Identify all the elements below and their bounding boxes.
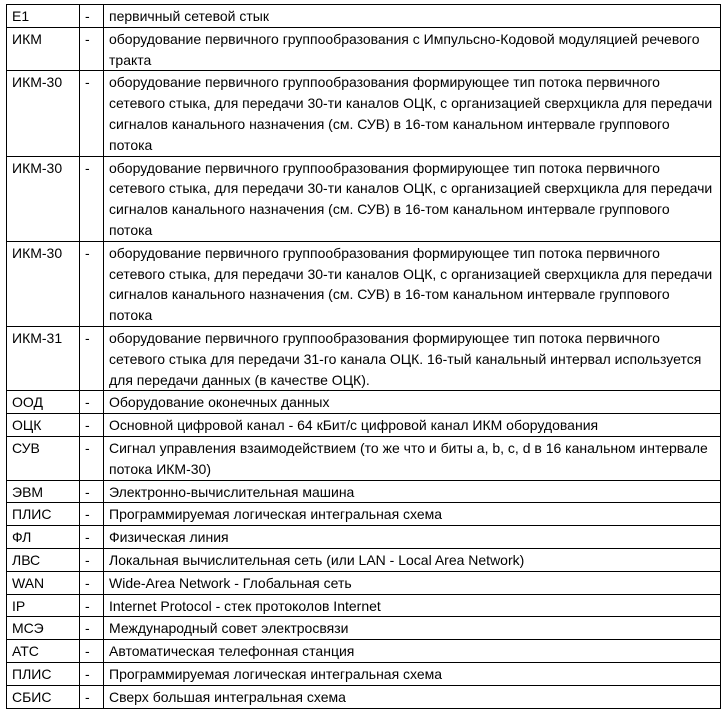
- dash-cell: -: [80, 548, 104, 571]
- dash-cell: -: [80, 617, 104, 640]
- table-row: [7, 480, 721, 503]
- table-row: [7, 662, 721, 685]
- table-row: [7, 594, 721, 617]
- abbreviation-cell: ЭВМ: [7, 480, 80, 503]
- abbreviation-cell: E1: [7, 5, 80, 28]
- table-row: [7, 503, 721, 526]
- abbreviations-table-body: [7, 5, 721, 709]
- dash-cell: -: [80, 156, 104, 241]
- definition-cell: Internet Protocol - стек протоколов Internet: [104, 594, 721, 617]
- dash-cell: -: [80, 5, 104, 28]
- abbreviation-cell: IP: [7, 594, 80, 617]
- table-row: [7, 548, 721, 571]
- abbreviation-cell: ИКМ-31: [7, 326, 80, 390]
- table-row: [7, 617, 721, 640]
- definition-cell: Wide-Area Network - Глобальная сеть: [104, 571, 721, 594]
- abbreviation-cell: АТС: [7, 640, 80, 663]
- definition-cell: оборудование первичного группообразования с Импульсно-Кодовой модуляцией речевого тракта: [104, 27, 721, 71]
- table-row: [7, 5, 721, 28]
- abbreviation-cell: ИКМ-30: [7, 71, 80, 156]
- dash-cell: -: [80, 414, 104, 437]
- abbreviation-cell: WAN: [7, 571, 80, 594]
- abbreviation-cell: СБИС: [7, 685, 80, 708]
- dash-cell: -: [80, 326, 104, 390]
- definition-cell: Локальная вычислительная сеть (или LAN - Local Area Network): [104, 548, 721, 571]
- table-row: [7, 685, 721, 708]
- definition-cell: первичный сетевой стык: [104, 5, 721, 28]
- abbreviation-cell: ПЛИС: [7, 662, 80, 685]
- definition-cell: оборудование первичного группообразования формирующее тип потока первичного сетевого стыка для передачи 31-го канала ОЦК. 16-тый канальный интервал используется для передачи данных (в качестве ОЦК).: [104, 326, 721, 390]
- definition-cell: Международный совет электросвязи: [104, 617, 721, 640]
- abbreviation-cell: ПЛИС: [7, 503, 80, 526]
- definition-cell: Программируемая логическая интегральная схема: [104, 662, 721, 685]
- definition-cell: оборудование первичного группообразования формирующее тип потока первичного сетевого стыка, для передачи 30-ти каналов ОЦК, с организацией сверхцикла для передачи сигналов канального назначения (см. СУВ) в 16-том канальном интервале группового потока: [104, 71, 721, 156]
- table-row: [7, 71, 721, 156]
- abbreviation-cell: МСЭ: [7, 617, 80, 640]
- table-row: [7, 391, 721, 414]
- abbreviation-cell: СУВ: [7, 436, 80, 480]
- table-row: [7, 156, 721, 241]
- definition-cell: Программируемая логическая интегральная схема: [104, 503, 721, 526]
- table-row: [7, 27, 721, 71]
- abbreviation-cell: ОЦК: [7, 414, 80, 437]
- abbreviations-table: [6, 4, 721, 709]
- table-row: [7, 571, 721, 594]
- dash-cell: -: [80, 526, 104, 549]
- dash-cell: -: [80, 436, 104, 480]
- dash-cell: -: [80, 391, 104, 414]
- abbreviation-cell: ЛВС: [7, 548, 80, 571]
- table-row: [7, 526, 721, 549]
- dash-cell: -: [80, 503, 104, 526]
- definition-cell: Основной цифровой канал - 64 кБит/с цифровой канал ИКМ оборудования: [104, 414, 721, 437]
- dash-cell: -: [80, 480, 104, 503]
- dash-cell: -: [80, 27, 104, 71]
- definition-cell: Автоматическая телефонная станция: [104, 640, 721, 663]
- dash-cell: -: [80, 640, 104, 663]
- definition-cell: оборудование первичного группообразования формирующее тип потока первичного сетевого стыка, для передачи 30-ти каналов ОЦК, с организацией сверхцикла для передачи сигналов канального назначения (см. СУВ) в 16-том канальном интервале группового потока: [104, 241, 721, 326]
- table-row: [7, 241, 721, 326]
- table-row: [7, 414, 721, 437]
- definition-cell: оборудование первичного группообразования формирующее тип потока первичного сетевого стыка, для передачи 30-ти каналов ОЦК, с организацией сверхцикла для передачи сигналов канального назначения (см. СУВ) в 16-том канальном интервале группового потока: [104, 156, 721, 241]
- dash-cell: -: [80, 71, 104, 156]
- abbreviation-cell: ФЛ: [7, 526, 80, 549]
- dash-cell: -: [80, 594, 104, 617]
- definition-cell: Сверх большая интегральная схема: [104, 685, 721, 708]
- table-row: [7, 640, 721, 663]
- dash-cell: -: [80, 571, 104, 594]
- abbreviation-cell: ИКМ: [7, 27, 80, 71]
- definition-cell: Электронно-вычислительная машина: [104, 480, 721, 503]
- dash-cell: -: [80, 662, 104, 685]
- abbreviation-cell: ИКМ-30: [7, 156, 80, 241]
- dash-cell: -: [80, 241, 104, 326]
- definition-cell: Оборудование оконечных данных: [104, 391, 721, 414]
- definition-cell: Сигнал управления взаимодействием (то же что и биты a, b, c, d в 16 канальном интервале потока ИКМ-30): [104, 436, 721, 480]
- dash-cell: -: [80, 685, 104, 708]
- table-row: [7, 436, 721, 480]
- definition-cell: Физическая линия: [104, 526, 721, 549]
- abbreviation-cell: ООД: [7, 391, 80, 414]
- abbreviation-cell: ИКМ-30: [7, 241, 80, 326]
- table-row: [7, 326, 721, 390]
